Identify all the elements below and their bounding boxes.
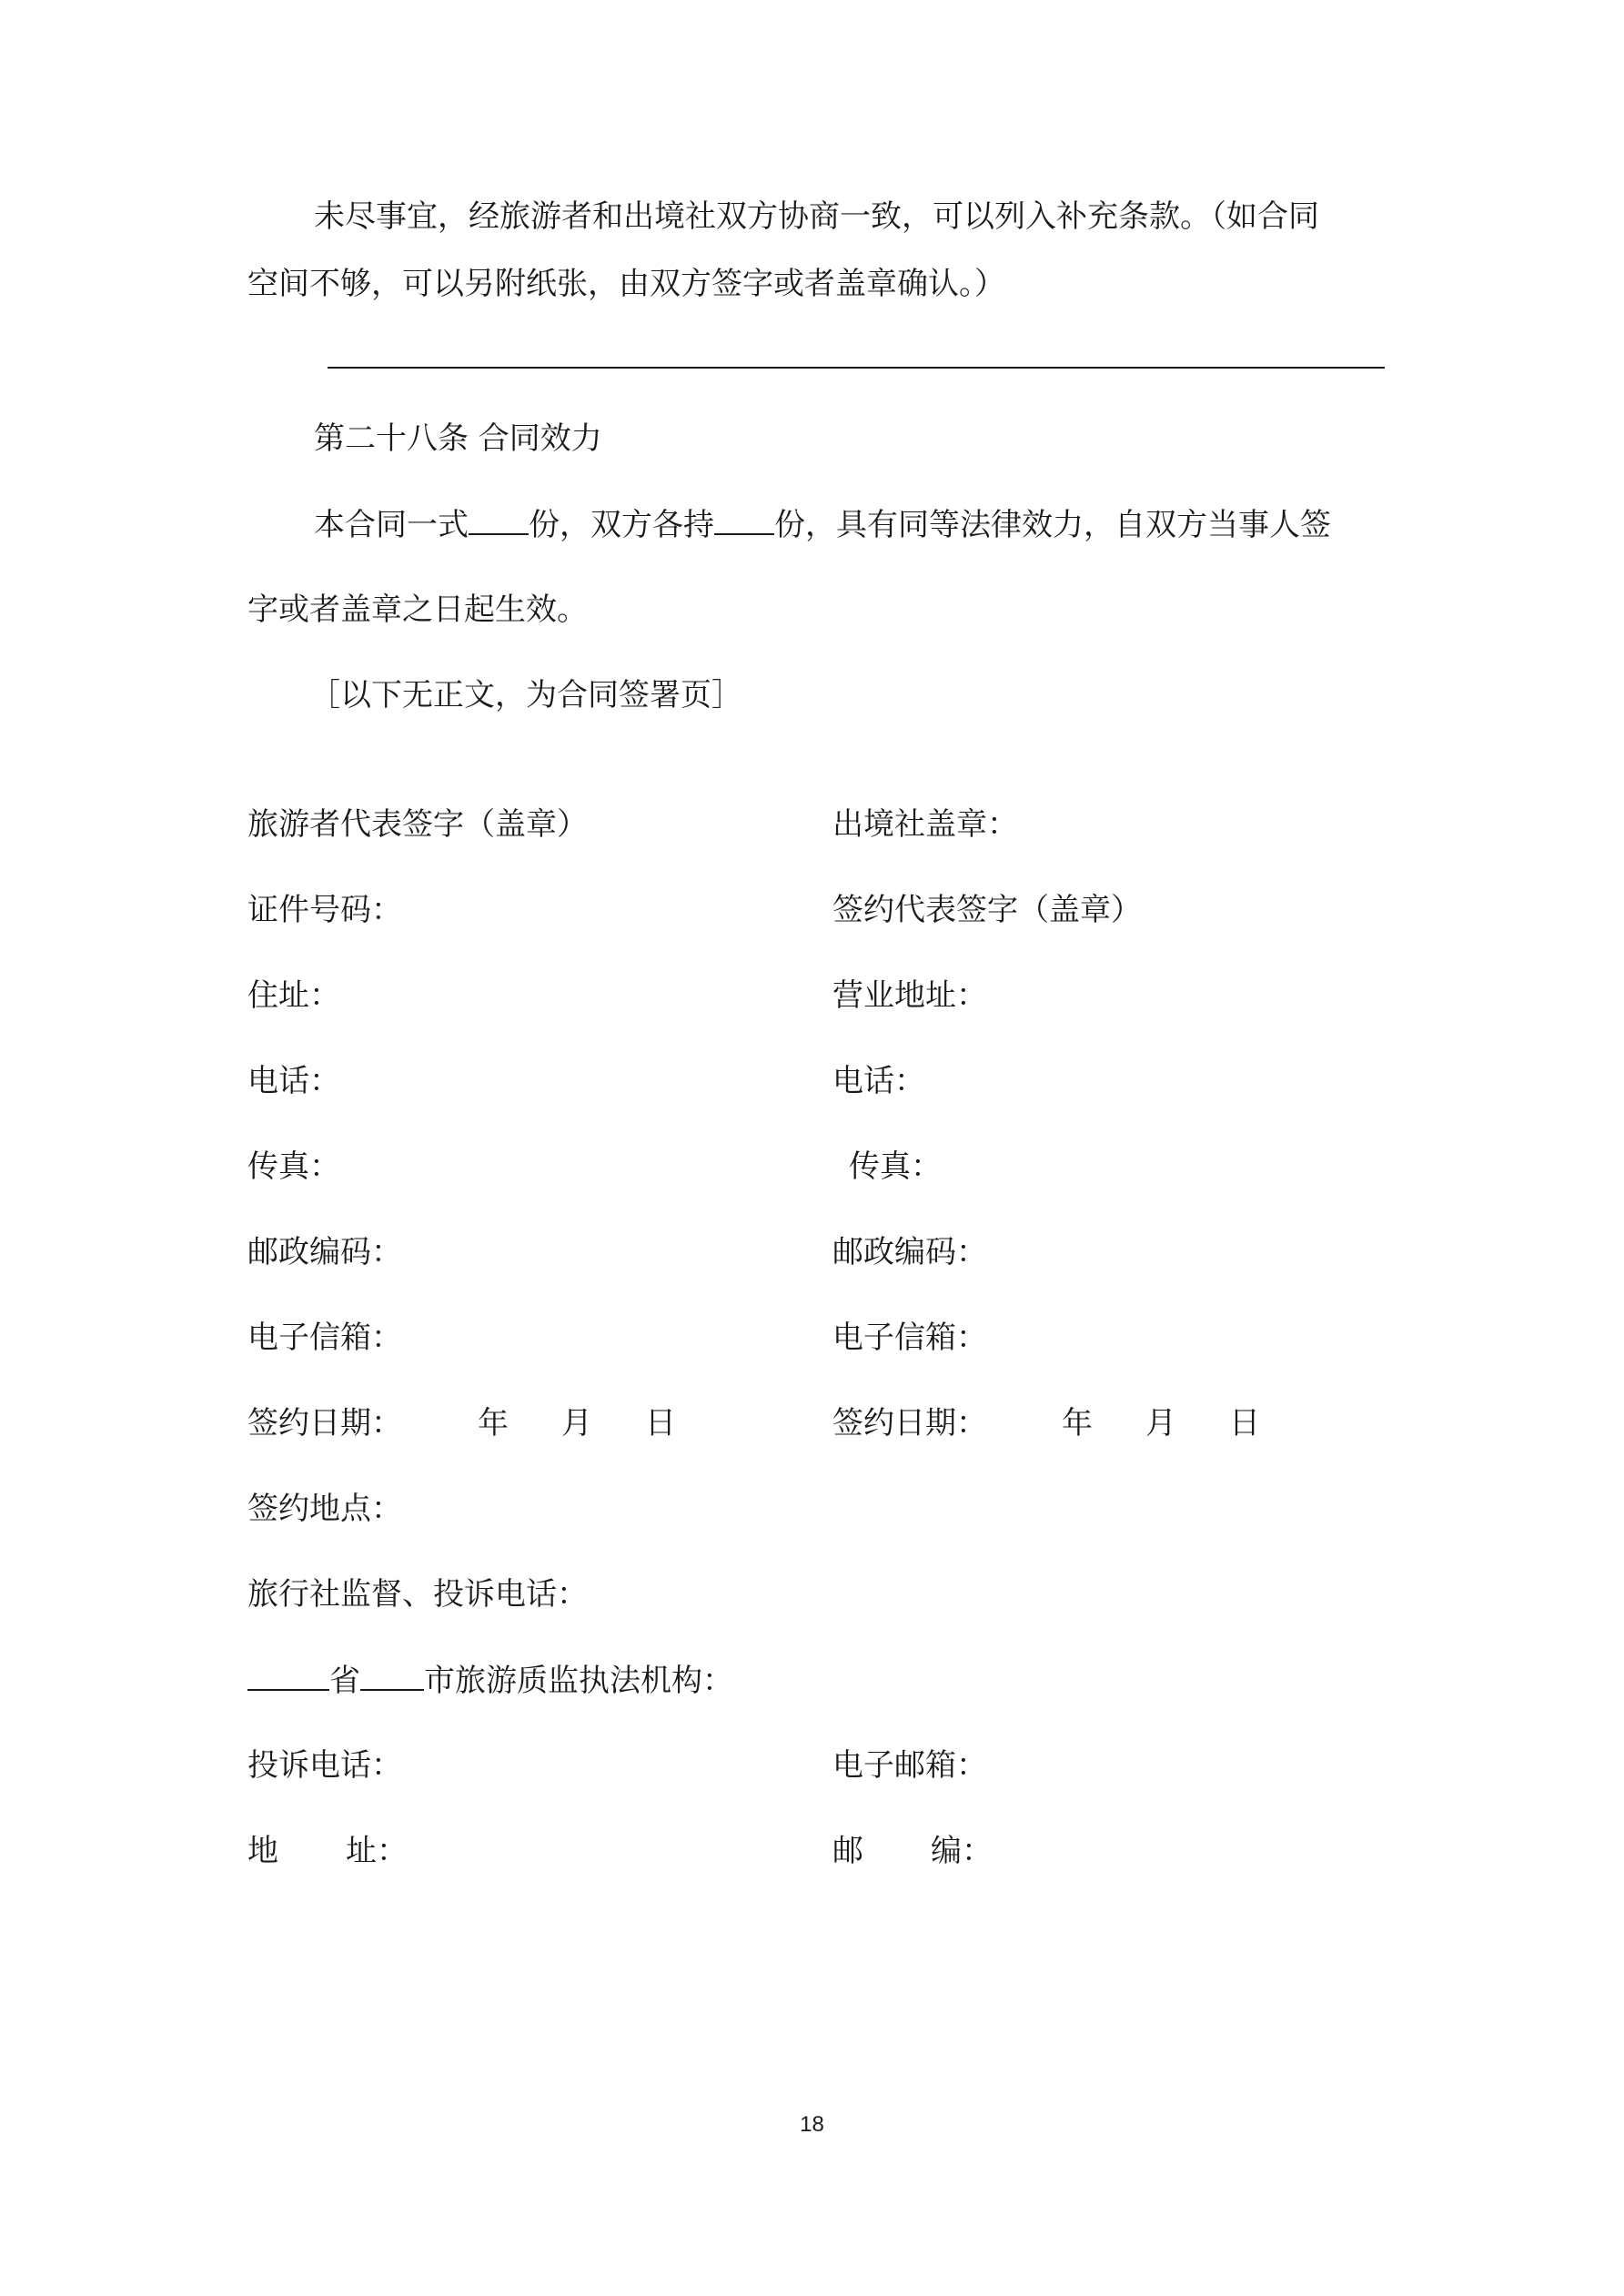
no-text-note: ［以下无正文，为合同签署页］ (309, 677, 742, 713)
supplement-line-2: 空间不够，可以另附纸张，由双方签字或者盖章确认。） (247, 266, 1005, 302)
tourist-date-month: 月 (561, 1405, 592, 1441)
agency-phone-label: 电话： (832, 1063, 925, 1099)
tourist-email-label: 电子信箱： (247, 1320, 402, 1356)
supervision-agency-line (247, 1662, 733, 1699)
article-title: 第二十八条 合同效力 (314, 420, 602, 457)
agency-date-year: 年 (1062, 1405, 1093, 1441)
city-blank (360, 1662, 424, 1691)
tourist-postal-label: 邮政编码： (247, 1234, 402, 1270)
supplement-fill-line (328, 367, 1385, 369)
tourist-date-year: 年 (478, 1405, 509, 1441)
page-number: 18 (800, 2112, 824, 2137)
city-agency-label: 市旅游质监执法机构： (424, 1663, 733, 1699)
copies-each-blank (714, 506, 774, 535)
postcode-label-char-1: 邮 (832, 1833, 863, 1869)
id-number-label: 证件号码： (247, 892, 402, 928)
agency-email-label: 电子信箱： (832, 1320, 987, 1356)
effect-seg-3: 份，具有同等法律效力，自双方当事人签 (774, 507, 1331, 543)
complaint-phone-label: 投诉电话： (247, 1747, 402, 1784)
sign-date-label: 签约日期： (247, 1405, 402, 1441)
business-address-label: 营业地址： (832, 977, 987, 1014)
sign-place-label: 签约地点： (247, 1491, 402, 1527)
supplement-line-1: 未尽事宜，经旅游者和出境社双方协商一致，可以列入补充条款。（如合同 (314, 198, 1319, 235)
tourist-date-day: 日 (645, 1405, 676, 1441)
address-label-char-2: 址： (346, 1833, 408, 1869)
agency-fax-label: 传真： (849, 1148, 942, 1185)
effect-line-2: 字或者盖章之日起生效。 (247, 592, 588, 628)
agency-seal-label: 出境社盖章： (832, 806, 1018, 843)
province-label: 省 (329, 1663, 360, 1699)
copies-total-blank (469, 506, 529, 535)
effect-seg-1: 本合同一式 (314, 507, 469, 543)
rep-sign-label: 签约代表签字（盖章） (832, 892, 1142, 928)
complaint-hotline-label: 旅行社监督、投诉电话： (247, 1576, 588, 1613)
agency-date-month: 月 (1145, 1405, 1176, 1441)
email-box-label: 电子邮箱： (832, 1747, 987, 1784)
tourist-sign-date (247, 1405, 402, 1441)
effect-seg-2: 份，双方各持 (529, 507, 714, 543)
agency-sign-date-label: 签约日期： (832, 1405, 987, 1441)
tourist-fax-label: 传真： (247, 1148, 340, 1185)
agency-date-day: 日 (1229, 1405, 1260, 1441)
agency-postal-label: 邮政编码： (832, 1234, 987, 1270)
agency-sign-date (832, 1405, 987, 1441)
tourist-address-label: 住址： (247, 977, 340, 1014)
tourist-sign-label: 旅游者代表签字（盖章） (247, 806, 588, 843)
address-label-char-1: 地 (247, 1833, 278, 1869)
province-blank (247, 1662, 329, 1691)
postcode-label-char-2: 编： (931, 1833, 993, 1869)
effect-line-1 (314, 506, 1331, 543)
tourist-phone-label: 电话： (247, 1063, 340, 1099)
